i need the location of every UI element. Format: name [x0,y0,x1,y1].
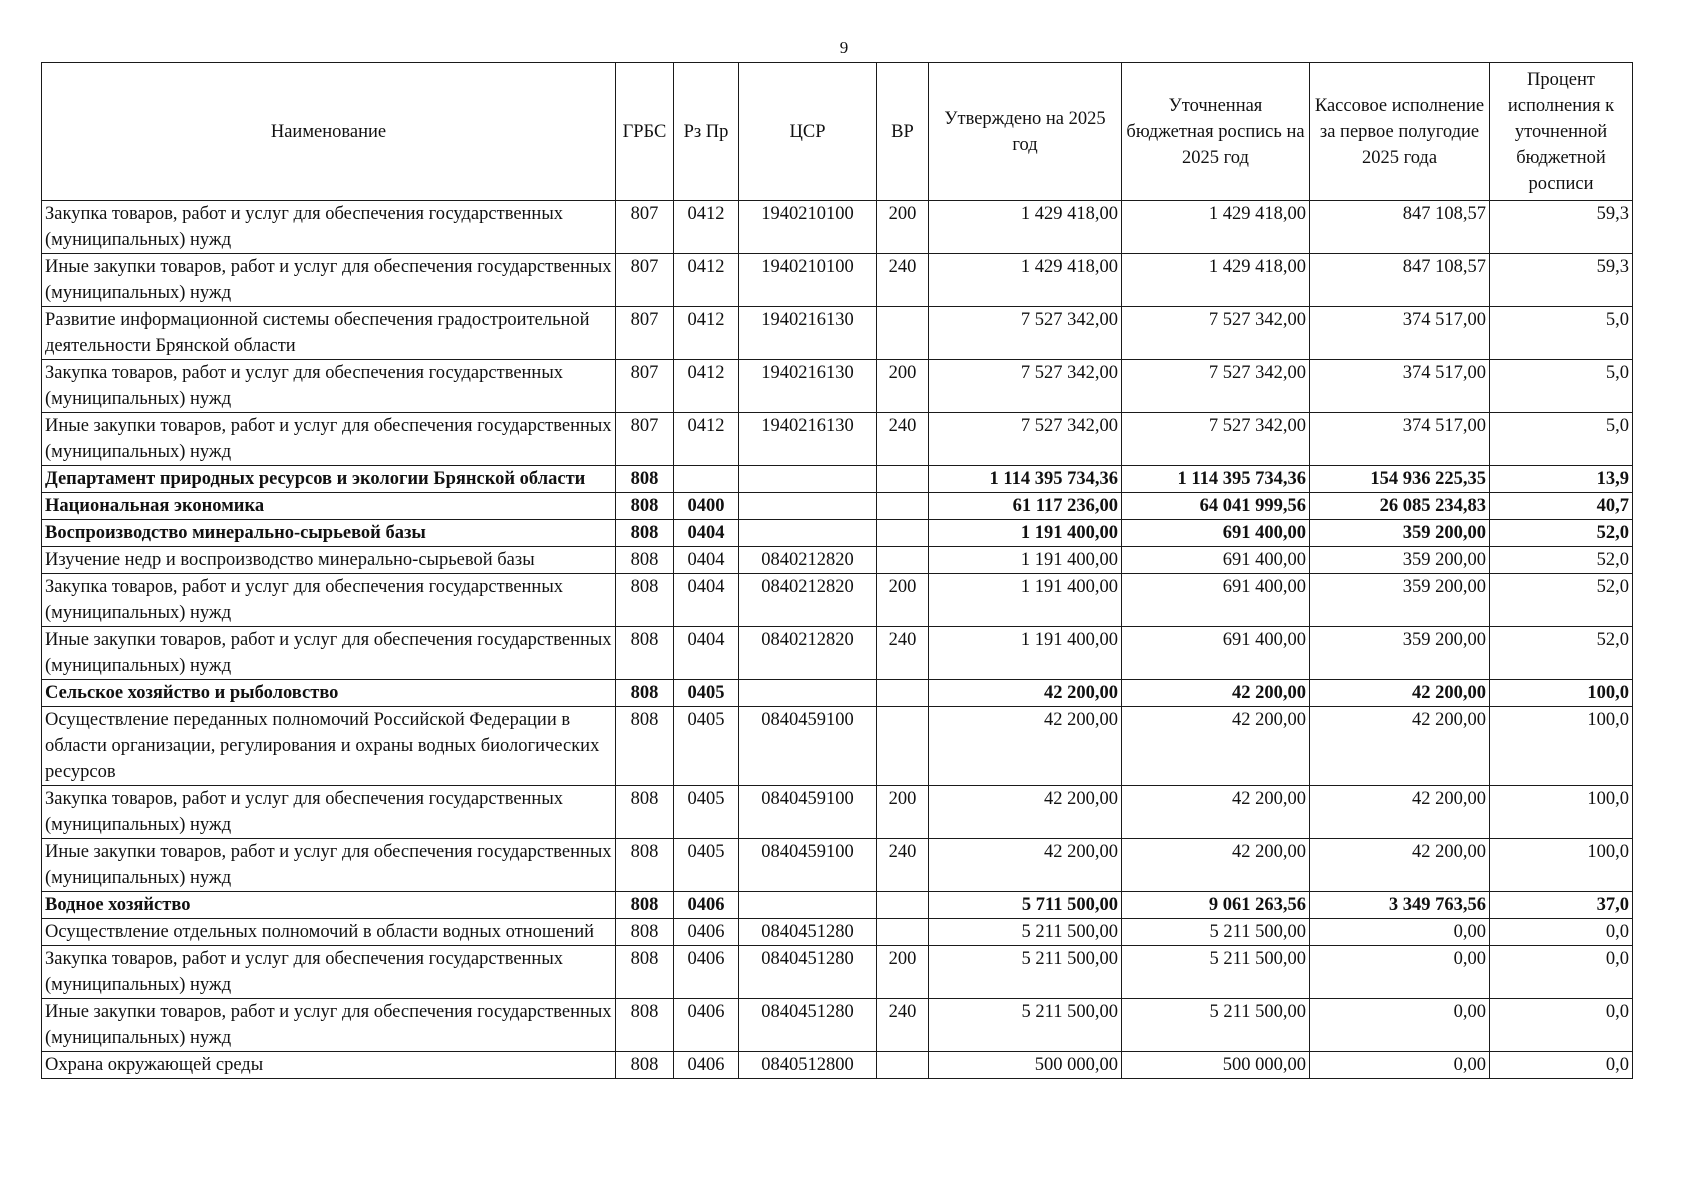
cell-vr [877,466,929,493]
cell-name: Иные закупки товаров, работ и услуг для обеспечения государственных (муниципальных) нужд [42,627,616,680]
cell-cash: 42 200,00 [1310,839,1490,892]
cell-name: Закупка товаров, работ и услуг для обеспечения государственных (муниципальных) нужд [42,786,616,839]
cell-vr: 200 [877,360,929,413]
cell-name: Сельское хозяйство и рыболовство [42,680,616,707]
cell-vr [877,547,929,574]
cell-csr: 0840451280 [739,919,877,946]
table-row [42,413,1633,466]
cell-percent: 0,0 [1490,946,1633,999]
cell-name: Закупка товаров, работ и услуг для обеспечения государственных (муниципальных) нужд [42,201,616,254]
cell-percent: 0,0 [1490,999,1633,1052]
cell-approved: 5 211 500,00 [929,946,1122,999]
cell-revised: 691 400,00 [1122,627,1310,680]
cell-cash: 26 085 234,83 [1310,493,1490,520]
cell-revised: 5 211 500,00 [1122,999,1310,1052]
cell-grbs: 808 [616,707,674,786]
table-row [42,520,1633,547]
cell-percent: 37,0 [1490,892,1633,919]
cell-rzpr: 0412 [674,360,739,413]
cell-approved: 1 191 400,00 [929,627,1122,680]
cell-rzpr: 0404 [674,574,739,627]
cell-grbs: 808 [616,999,674,1052]
table-row [42,946,1633,999]
cell-csr: 0840459100 [739,707,877,786]
cell-percent: 100,0 [1490,707,1633,786]
table-row [42,254,1633,307]
cell-name: Иные закупки товаров, работ и услуг для обеспечения государственных (муниципальных) нужд [42,254,616,307]
cell-grbs: 808 [616,547,674,574]
cell-cash: 42 200,00 [1310,680,1490,707]
cell-name: Осуществление отдельных полномочий в области водных отношений [42,919,616,946]
cell-revised: 64 041 999,56 [1122,493,1310,520]
cell-approved: 61 117 236,00 [929,493,1122,520]
table-row [42,307,1633,360]
header-cash: Кассовое исполнение за первое полугодие 2025 года [1310,63,1490,201]
cell-cash: 154 936 225,35 [1310,466,1490,493]
cell-vr: 240 [877,627,929,680]
cell-name: Закупка товаров, работ и услуг для обеспечения государственных (муниципальных) нужд [42,946,616,999]
cell-vr: 200 [877,574,929,627]
cell-vr: 240 [877,999,929,1052]
cell-name: Водное хозяйство [42,892,616,919]
table-row [42,680,1633,707]
cell-rzpr: 0406 [674,1052,739,1079]
cell-grbs: 807 [616,254,674,307]
cell-vr: 200 [877,946,929,999]
cell-name: Осуществление переданных полномочий Российской Федерации в области организации, регулирования и охраны водных биологических ресурсов [42,707,616,786]
cell-revised: 7 527 342,00 [1122,360,1310,413]
cell-revised: 691 400,00 [1122,520,1310,547]
cell-grbs: 807 [616,307,674,360]
cell-vr: 240 [877,413,929,466]
cell-name: Охрана окружающей среды [42,1052,616,1079]
cell-revised: 42 200,00 [1122,680,1310,707]
cell-name: Департамент природных ресурсов и экологии Брянской области [42,466,616,493]
table-row [42,360,1633,413]
cell-grbs: 807 [616,360,674,413]
page-number: 9 [839,38,849,57]
cell-grbs: 808 [616,786,674,839]
cell-approved: 1 191 400,00 [929,574,1122,627]
cell-grbs: 808 [616,627,674,680]
header-row [42,63,1633,201]
cell-approved: 1 191 400,00 [929,520,1122,547]
cell-csr [739,892,877,919]
header-grbs: ГРБС [616,63,674,201]
header-rzpr: Рз Пр [674,63,739,201]
cell-percent: 59,3 [1490,254,1633,307]
cell-revised: 691 400,00 [1122,547,1310,574]
cell-cash: 847 108,57 [1310,254,1490,307]
cell-csr [739,466,877,493]
cell-grbs: 808 [616,839,674,892]
cell-revised: 1 429 418,00 [1122,201,1310,254]
cell-vr: 200 [877,786,929,839]
cell-name: Закупка товаров, работ и услуг для обеспечения государственных (муниципальных) нужд [42,574,616,627]
header-name: Наименование [42,63,616,201]
table-row [42,786,1633,839]
table-row [42,201,1633,254]
cell-csr: 0840212820 [739,627,877,680]
cell-percent: 0,0 [1490,919,1633,946]
cell-csr: 1940210100 [739,201,877,254]
cell-cash: 42 200,00 [1310,786,1490,839]
cell-grbs: 808 [616,574,674,627]
cell-rzpr: 0405 [674,786,739,839]
cell-percent: 52,0 [1490,574,1633,627]
cell-csr: 1940216130 [739,360,877,413]
cell-approved: 7 527 342,00 [929,413,1122,466]
cell-approved: 5 211 500,00 [929,999,1122,1052]
cell-percent: 100,0 [1490,680,1633,707]
cell-rzpr: 0404 [674,520,739,547]
cell-csr: 1940216130 [739,307,877,360]
cell-approved: 7 527 342,00 [929,360,1122,413]
header-vr: ВР [877,63,929,201]
table-row [42,892,1633,919]
cell-csr: 0840451280 [739,946,877,999]
header-csr: ЦСР [739,63,877,201]
table-row [42,466,1633,493]
cell-approved: 5 711 500,00 [929,892,1122,919]
cell-percent: 52,0 [1490,547,1633,574]
cell-rzpr [674,466,739,493]
cell-csr: 0840451280 [739,999,877,1052]
cell-revised: 42 200,00 [1122,839,1310,892]
cell-rzpr: 0412 [674,254,739,307]
cell-rzpr: 0406 [674,919,739,946]
table-row [42,574,1633,627]
cell-percent: 52,0 [1490,520,1633,547]
cell-approved: 1 191 400,00 [929,547,1122,574]
table-row [42,707,1633,786]
table-row [42,919,1633,946]
cell-vr [877,1052,929,1079]
cell-approved: 500 000,00 [929,1052,1122,1079]
cell-percent: 100,0 [1490,786,1633,839]
cell-cash: 3 349 763,56 [1310,892,1490,919]
cell-percent: 13,9 [1490,466,1633,493]
cell-percent: 100,0 [1490,839,1633,892]
cell-percent: 5,0 [1490,413,1633,466]
header-percent: Процент исполнения к уточненной бюджетной росписи [1490,63,1633,201]
cell-cash: 374 517,00 [1310,360,1490,413]
cell-rzpr: 0412 [674,201,739,254]
cell-csr: 0840212820 [739,574,877,627]
cell-csr: 0840459100 [739,786,877,839]
cell-percent: 5,0 [1490,307,1633,360]
cell-vr: 240 [877,254,929,307]
cell-rzpr: 0404 [674,547,739,574]
table-row [42,493,1633,520]
cell-name: Развитие информационной системы обеспечения градостроительной деятельности Брянской области [42,307,616,360]
cell-name: Национальная экономика [42,493,616,520]
cell-cash: 359 200,00 [1310,574,1490,627]
cell-revised: 5 211 500,00 [1122,919,1310,946]
cell-vr [877,707,929,786]
cell-percent: 0,0 [1490,1052,1633,1079]
cell-csr [739,520,877,547]
cell-vr: 240 [877,839,929,892]
cell-cash: 0,00 [1310,999,1490,1052]
cell-rzpr: 0405 [674,707,739,786]
cell-name: Иные закупки товаров, работ и услуг для обеспечения государственных (муниципальных) нужд [42,999,616,1052]
cell-approved: 1 114 395 734,36 [929,466,1122,493]
cell-grbs: 807 [616,413,674,466]
cell-revised: 1 429 418,00 [1122,254,1310,307]
cell-approved: 1 429 418,00 [929,201,1122,254]
cell-rzpr: 0406 [674,946,739,999]
cell-rzpr: 0412 [674,413,739,466]
cell-vr [877,892,929,919]
cell-csr: 1940216130 [739,413,877,466]
cell-revised: 7 527 342,00 [1122,413,1310,466]
cell-rzpr: 0400 [674,493,739,520]
cell-cash: 42 200,00 [1310,707,1490,786]
cell-percent: 40,7 [1490,493,1633,520]
cell-cash: 359 200,00 [1310,547,1490,574]
cell-rzpr: 0404 [674,627,739,680]
table-row [42,839,1633,892]
cell-rzpr: 0405 [674,680,739,707]
cell-name: Иные закупки товаров, работ и услуг для обеспечения государственных (муниципальных) нужд [42,413,616,466]
cell-vr [877,520,929,547]
cell-csr [739,493,877,520]
cell-name: Закупка товаров, работ и услуг для обеспечения государственных (муниципальных) нужд [42,360,616,413]
budget-table [41,62,1633,1079]
cell-vr [877,919,929,946]
cell-grbs: 808 [616,520,674,547]
cell-approved: 42 200,00 [929,680,1122,707]
cell-grbs: 808 [616,1052,674,1079]
cell-cash: 359 200,00 [1310,627,1490,680]
cell-cash: 374 517,00 [1310,413,1490,466]
cell-csr: 1940210100 [739,254,877,307]
cell-grbs: 808 [616,493,674,520]
cell-percent: 52,0 [1490,627,1633,680]
cell-revised: 5 211 500,00 [1122,946,1310,999]
cell-csr: 0840212820 [739,547,877,574]
cell-rzpr: 0406 [674,892,739,919]
header-revised: Уточненная бюджетная роспись на 2025 год [1122,63,1310,201]
cell-vr: 200 [877,201,929,254]
cell-cash: 0,00 [1310,1052,1490,1079]
cell-cash: 847 108,57 [1310,201,1490,254]
table-row [42,547,1633,574]
cell-revised: 500 000,00 [1122,1052,1310,1079]
table-row [42,1052,1633,1079]
cell-cash: 374 517,00 [1310,307,1490,360]
cell-approved: 7 527 342,00 [929,307,1122,360]
cell-name: Воспроизводство минерально-сырьевой базы [42,520,616,547]
cell-percent: 59,3 [1490,201,1633,254]
cell-grbs: 808 [616,680,674,707]
cell-revised: 691 400,00 [1122,574,1310,627]
cell-revised: 42 200,00 [1122,707,1310,786]
cell-approved: 42 200,00 [929,707,1122,786]
cell-approved: 42 200,00 [929,839,1122,892]
cell-grbs: 808 [616,466,674,493]
cell-rzpr: 0406 [674,999,739,1052]
cell-cash: 0,00 [1310,919,1490,946]
cell-rzpr: 0405 [674,839,739,892]
cell-approved: 1 429 418,00 [929,254,1122,307]
cell-grbs: 808 [616,919,674,946]
cell-approved: 42 200,00 [929,786,1122,839]
cell-vr [877,493,929,520]
header-approved: Утверждено на 2025 год [929,63,1122,201]
cell-grbs: 808 [616,892,674,919]
cell-revised: 1 114 395 734,36 [1122,466,1310,493]
table-row [42,999,1633,1052]
cell-vr [877,680,929,707]
cell-approved: 5 211 500,00 [929,919,1122,946]
cell-csr: 0840459100 [739,839,877,892]
cell-name: Иные закупки товаров, работ и услуг для обеспечения государственных (муниципальных) нужд [42,839,616,892]
cell-grbs: 807 [616,201,674,254]
cell-revised: 9 061 263,56 [1122,892,1310,919]
cell-revised: 7 527 342,00 [1122,307,1310,360]
cell-revised: 42 200,00 [1122,786,1310,839]
cell-name: Изучение недр и воспроизводство минерально-сырьевой базы [42,547,616,574]
cell-cash: 0,00 [1310,946,1490,999]
cell-grbs: 808 [616,946,674,999]
cell-cash: 359 200,00 [1310,520,1490,547]
table-body [42,201,1633,1079]
cell-csr: 0840512800 [739,1052,877,1079]
table-row [42,627,1633,680]
cell-percent: 5,0 [1490,360,1633,413]
cell-vr [877,307,929,360]
cell-csr [739,680,877,707]
cell-rzpr: 0412 [674,307,739,360]
